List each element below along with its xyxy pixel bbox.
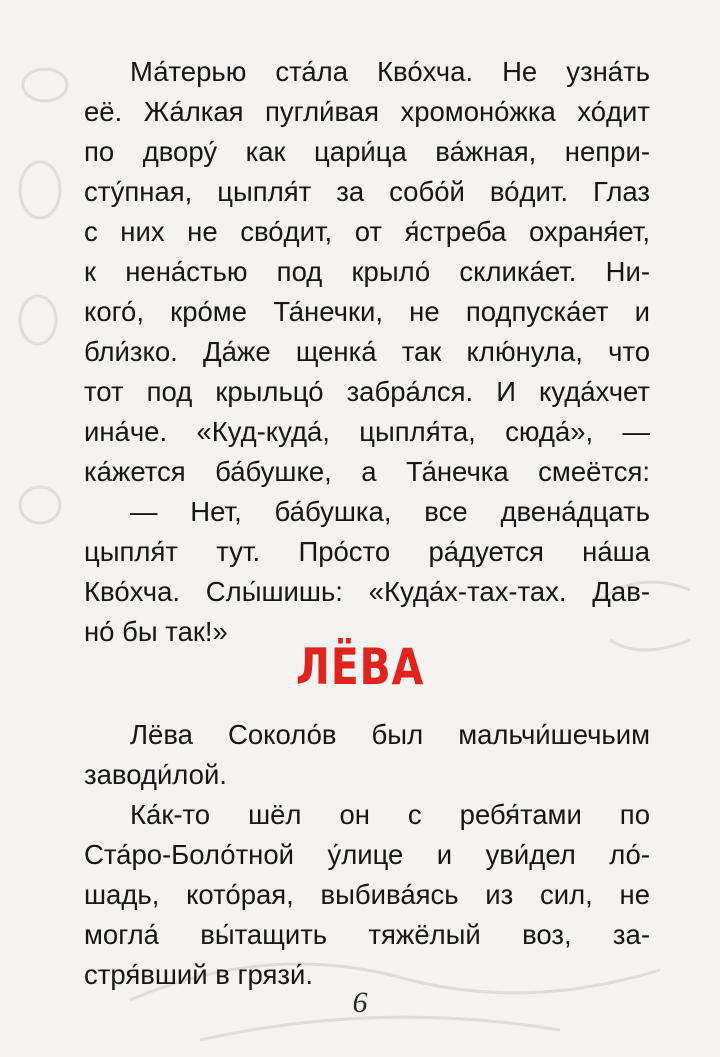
chapter-heading: ЛЁВА bbox=[295, 638, 425, 696]
story-line: — Нет, ба́бушка, все двена́дцать bbox=[130, 496, 650, 527]
story-line: с них не сво́дит, от я́стреба охраня́ет, bbox=[84, 216, 650, 247]
story-line: кого́, кро́ме Та́нечки, не подпуска́ет и bbox=[84, 296, 650, 327]
story-line: Кво́хча. Слы́шишь: «Куда́х-тах-тах. Дав- bbox=[84, 576, 650, 607]
story-line: к нена́стью под крыло́ склика́ет. Ни- bbox=[84, 256, 650, 287]
story-line: стря́вший в грязи́. bbox=[84, 959, 314, 990]
story-line: могла́ вы́тащить тяжёлый воз, за- bbox=[84, 919, 650, 950]
story-line: Ма́терью ста́ла Кво́хча. Не узна́ть bbox=[130, 56, 650, 87]
story-line: шадь, кото́рая, выбива́ясь из сил, не bbox=[84, 879, 650, 910]
story-line: Лёва Соколо́в был мальчи́шечьим bbox=[130, 719, 650, 750]
story-line: ина́че. «Куд-куда́, цыпля́та, сюда́», — bbox=[84, 416, 650, 447]
story-line: по двору́ как цари́ца ва́жная, непри- bbox=[84, 136, 650, 167]
story-line: сту́пная, цыпля́т за собо́й во́дит. Глаз bbox=[84, 176, 650, 207]
story-line: цыпля́т тут. Про́сто ра́дуется на́ша bbox=[84, 536, 650, 567]
story-line: её. Жа́лкая пугли́вая хромоно́жка хо́дит bbox=[84, 96, 650, 127]
story-line: ка́жется ба́бушке, а Та́нечка смеётся: bbox=[84, 456, 650, 487]
story-line: Ка́к-то шёл он с ребя́тами по bbox=[130, 799, 650, 830]
story-line: Ста́ро-Боло́тной у́лице и уви́дел ло́- bbox=[84, 839, 650, 870]
story-line: но́ бы так!» bbox=[84, 616, 228, 647]
story-line: тот под крыльцо́ забра́лся. И куда́хчет bbox=[84, 376, 650, 407]
story-line: бли́зко. Да́же щенка́ так клю́нула, что bbox=[84, 336, 650, 367]
story-line: заводи́лой. bbox=[84, 759, 227, 790]
page-number: 6 bbox=[352, 986, 368, 1019]
